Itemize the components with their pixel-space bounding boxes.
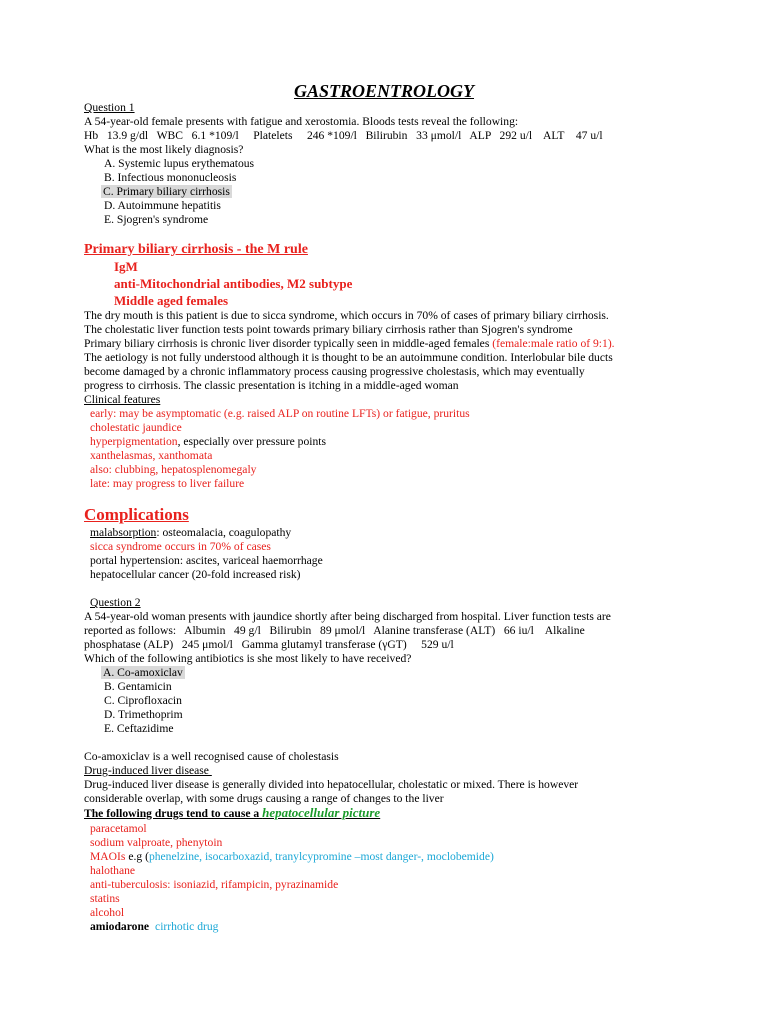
page-title: GASTROENTROLOGY [293,81,474,101]
feature-xanthelasmas: xanthelasmas, xanthomata [90,449,213,462]
drug-amiodarone-note: cirrhotic drug [155,920,219,933]
pbc-para-5: become damaged by a chronic inflammatory process causing progressive cholestasis, which may eventually [84,365,585,378]
question-1-option-a: A. Systemic lupus erythematous [104,157,255,170]
feature-jaundice: cholestatic jaundice [90,421,182,434]
hepatocellular-lead-text: The following drugs tend to cause a [84,807,263,820]
feature-early: early: may be asymptomatic (e.g. raised ALP on routine LFTs) or fatigue, pruritus [90,407,470,420]
complication-hcc: hepatocellular cancer (20-fold increased risk) [90,568,301,581]
question-2-option-a-answer: A. Co-amoxiclav [103,666,183,679]
feature-late: late: may progress to liver failure [90,477,245,490]
question-2-option-b: B. Gentamicin [104,680,172,693]
dili-para-1: Drug-induced liver disease is generally divided into hepatocellular, cholestatic or mixed. There is however [84,778,579,791]
question-2-stem-1: A 54-year-old woman presents with jaundice shortly after being discharged from hospital. Liver function tests are [84,610,611,623]
question-2-option-d: D. Trimethoprim [104,708,183,721]
drug-halothane: halothane [90,864,136,877]
question-1-label: Question 1 [84,101,135,114]
dili-para-2: considerable overlap, with some drugs causing a range of changes to the liver [84,792,444,805]
pbc-para-4: The aetiology is not fully understood although it is thought to be an autoimmune condition. Interlobular bile ducts [84,351,613,364]
pbc-para-3-text: Primary biliary cirrhosis is chronic liver disorder typically seen in middle-aged females [84,337,493,350]
pbc-para-2: The cholestatic liver function tests point towards primary biliary cirrhosis rather than Sjogren's syndrome [84,323,573,336]
question-1-prompt: What is the most likely diagnosis? [84,143,244,156]
feature-hyperpigmentation: hyperpigmentation [90,435,178,448]
clinical-features-heading: Clinical features [84,393,161,406]
drug-maois-eg: e.g ( [125,850,149,863]
drug-paracetamol: paracetamol [90,822,147,835]
question-2-option-e: E. Ceftazidime [104,722,174,735]
question-1-labs: Hb 13.9 g/dl WBC 6.1 *109/l Platelets 246 *109/l Bilirubin 33 μmol/l ALP 292 u/l ALT 47 u/l [84,129,603,142]
dili-intro: Co-amoxiclav is a well recognised cause of cholestasis [84,750,339,763]
pbc-sex-ratio: (female:male ratio of 9:1). [492,337,615,350]
hepatocellular-picture: hepatocellular picture [262,805,381,820]
question-1-option-b: B. Infectious mononucleosis [104,171,237,184]
pbc-para-1: The dry mouth is this patient is due to sicca syndrome, which occurs in 70% of cases of primary biliary cirrhosis. [84,309,609,322]
complication-portal-hypertension: portal hypertension: ascites, variceal haemorrhage [90,554,323,567]
drug-maois: MAOIs [90,850,126,863]
question-1-option-c-answer: C. Primary biliary cirrhosis [103,185,230,198]
hepatocellular-lead [84,806,380,821]
question-1-option-d: D. Autoimmune hepatitis [104,199,221,212]
question-2-stem-3: phosphatase (ALP) 245 μmol/l Gamma glutamyl transferase (γGT) 529 u/l [84,638,454,651]
complication-malabsorption: malabsorption [90,526,157,539]
question-2-stem-2: reported as follows: Albumin 49 g/l Bilirubin 89 μmol/l Alanine transferase (ALT) 66 iu/l Alkaline [84,624,585,637]
pbc-para-3 [84,337,615,351]
drug-statins: statins [90,892,120,905]
feature-clubbing: also: clubbing, hepatosplenomegaly [90,463,257,476]
question-1-option-e: E. Sjogren's syndrome [104,213,209,226]
pbc-heading: Primary biliary cirrhosis - the M rule [84,242,308,257]
question-2-prompt: Which of the following antibiotics is she most likely to have received? [84,652,412,665]
drug-anti-tb: anti-tuberculosis: isoniazid, rifampicin, pyrazinamide [90,878,339,891]
question-2-label: Question 2 [90,596,141,609]
pbc-rule-igm: IgM [114,259,138,274]
drug-amiodarone: amiodarone [90,920,150,933]
complication-sicca: sicca syndrome occurs in 70% of cases [90,540,271,553]
pbc-rule-ama: anti-Mitochondrial antibodies, M2 subtype [114,276,353,291]
complications-heading: Complications [84,505,189,524]
pbc-rule-females: Middle aged females [114,293,229,308]
drug-alcohol: alcohol [90,906,125,919]
question-2-option-c: C. Ciprofloxacin [104,694,182,707]
feature-hyperpigmentation-detail: , especially over pressure points [177,435,326,448]
drug-valproate-phenytoin: sodium valproate, phenytoin [90,836,223,849]
question-1-stem: A 54-year-old female presents with fatigue and xerostomia. Bloods tests reveal the following: [84,115,519,128]
dili-heading: Drug-induced liver disease [84,764,212,777]
complication-malabsorption-detail: : osteomalacia, coagulopathy [156,526,292,539]
pbc-para-6: progress to cirrhosis. The classic presentation is itching in a middle-aged woman [84,379,459,392]
drug-maois-examples: phenelzine, isocarboxazid, tranylcypromine –most danger-, moclobemide) [148,850,494,863]
